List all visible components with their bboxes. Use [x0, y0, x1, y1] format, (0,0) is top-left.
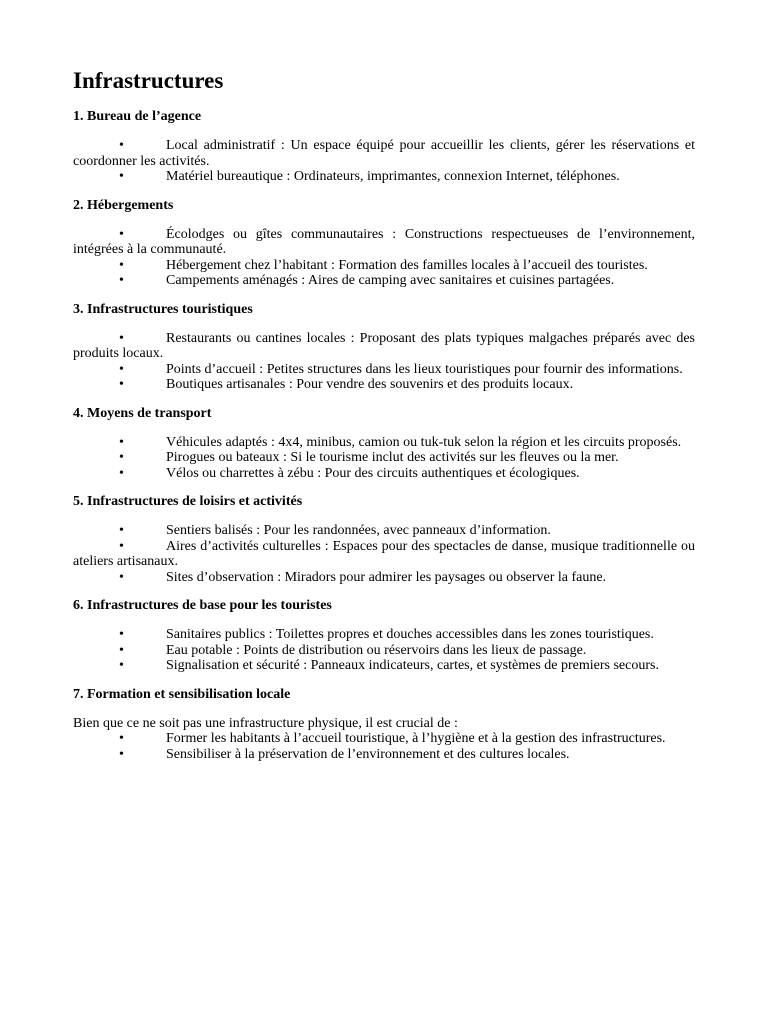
bullet-list: [73, 435, 695, 482]
list-item: • Points d’accueil : Petites structures dans les lieux touristiques pour fournir des informations.: [73, 362, 695, 378]
list-item: • Signalisation et sécurité : Panneaux indicateurs, cartes, et systèmes de premiers secours.: [73, 658, 695, 674]
section-heading: 6. Infrastructures de base pour les touristes: [73, 598, 332, 613]
list-item: • Écolodges ou gîtes communautaires : Constructions respectueuses de l’environnement, intégrées à la communauté.: [73, 227, 695, 258]
list-item: • Hébergement chez l’habitant : Formation des familles locales à l’accueil des touristes.: [73, 258, 695, 274]
list-item: • Aires d’activités culturelles : Espaces pour des spectacles de danse, musique traditionnelle ou ateliers artisanaux.: [73, 539, 695, 570]
section-heading: 4. Moyens de transport: [73, 405, 212, 421]
list-item: • Sanitaires publics : Toilettes propres et douches accessibles dans les zones touristiques.: [73, 627, 695, 643]
section-hebergements: [73, 197, 695, 289]
list-item: • Sensibiliser à la préservation de l’environnement et des cultures locales.: [73, 747, 695, 763]
list-item: • Sites d’observation : Miradors pour admirer les paysages ou observer la faune.: [73, 570, 695, 586]
document-body: [73, 66, 695, 774]
section-bureau: [73, 108, 695, 185]
page-title: Infrastructures: [73, 68, 224, 93]
section-intro: Bien que ce ne soit pas une infrastructure physique, il est crucial de :: [73, 715, 458, 731]
list-item: • Matériel bureautique : Ordinateurs, imprimantes, connexion Internet, téléphones.: [73, 169, 695, 185]
list-item: • Sentiers balisés : Pour les randonnées, avec panneaux d’information.: [73, 523, 695, 539]
bullet-list: [73, 138, 695, 185]
bullet-list: [73, 523, 695, 585]
section-heading: 2. Hébergements: [73, 197, 174, 213]
list-item: • Vélos ou charrettes à zébu : Pour des circuits authentiques et écologiques.: [73, 466, 695, 482]
list-item: • Local administratif : Un espace équipé pour accueillir les clients, gérer les réservations et coordonner les activités.: [73, 138, 695, 169]
section-heading: 3. Infrastructures touristiques: [73, 301, 253, 317]
section-formation-sensibilisation: [73, 686, 695, 763]
list-item: • Former les habitants à l’accueil touristique, à l’hygiène et à la gestion des infrastructures.: [73, 731, 695, 747]
section-loisirs-activites: [73, 493, 695, 585]
list-item: • Eau potable : Points de distribution ou réservoirs dans les lieux de passage.: [73, 643, 695, 659]
section-heading: 7. Formation et sensibilisation locale: [73, 686, 291, 702]
list-item: • Campements aménagés : Aires de camping avec sanitaires et cuisines partagées.: [73, 273, 695, 289]
section-heading: 1. Bureau de l’agence: [73, 109, 202, 124]
list-item: • Pirogues ou bateaux : Si le tourisme inclut des activités sur les fleuves ou la mer.: [73, 450, 695, 466]
section-moyens-transport: [73, 405, 695, 482]
list-item: • Véhicules adaptés : 4x4, minibus, camion ou tuk-tuk selon la région et les circuits proposés.: [73, 435, 695, 451]
list-item: • Boutiques artisanales : Pour vendre des souvenirs et des produits locaux.: [73, 377, 695, 393]
bullet-list: [73, 227, 695, 289]
bullet-list: [73, 627, 695, 674]
bullet-list: [73, 331, 695, 393]
bullet-list: [73, 731, 695, 762]
list-item: • Restaurants ou cantines locales : Proposant des plats typiques malgaches préparés avec des produits locaux.: [73, 331, 695, 362]
section-heading: 5. Infrastructures de loisirs et activités: [73, 494, 303, 509]
section-infrastructures-base: [73, 597, 695, 674]
section-infrastructures-touristiques: [73, 301, 695, 393]
